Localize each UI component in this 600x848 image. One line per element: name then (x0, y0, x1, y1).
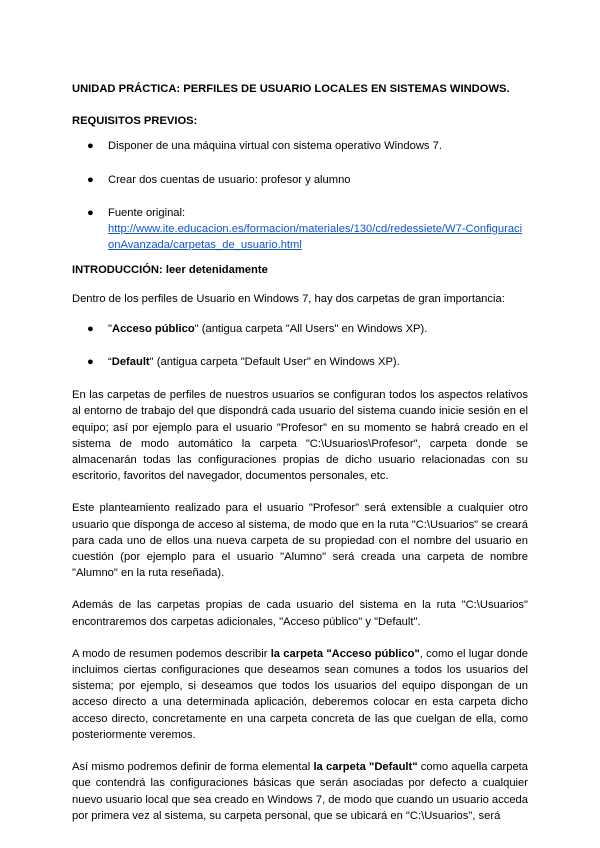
intro-heading: INTRODUCCIÓN: leer detenidamente (72, 264, 268, 277)
folder-item-default: ● “Default" (antigua carpeta "Default User" en Windows XP). (72, 354, 528, 370)
folder-list (72, 321, 528, 370)
paragraph-default: Así mismo podremos definir de forma elemental la carpeta "Default" como aquella carpeta que contendrá las configuraciones básicas que serán asociadas por defecto a cualquier nuevo usuario local que sea creado en Windows 7, de modo que cuando un usuario acceda por primera vez al sistema, su carpeta personal, que se ubicará en "C:\Usuarios", será (72, 761, 528, 822)
document-body (72, 81, 528, 840)
bullet-icon: ● (87, 173, 94, 186)
folder-name: Acceso público (111, 322, 195, 335)
paragraph-perfiles: En las carpetas de perfiles de nuestros usuarios se configuran todos los aspectos relativos al entorno de trabajo del que dispondrá cada usuario del sistema cuando inicie sesión en el equipo; así por ejemplo para el usuario "Profesor" en su momento se habrá creado en el sistema de modo automático la carpeta "C:\Usuarios\Profesor", carpeta donde se almacenarán todas las configuraciones propias de dicho usuario relacionadas con su escritorio, favoritos del navegador, documentos personales, etc. (72, 389, 528, 483)
requisito-item: ● Crear dos cuentas de usuario: profesor y alumno (72, 172, 528, 188)
folder-item-acceso-publico: ● "Acceso público" (antigua carpeta "All Users" en Windows XP). (72, 321, 528, 337)
requisitos-list (72, 138, 528, 253)
bullet-icon: ● (87, 206, 94, 219)
source-link[interactable]: http://www.ite.educacion.es/formacion/materiales/130/cd/redessiete/W7-ConfiguracionAvanzada/carpetas_de_usuario.html (108, 223, 523, 252)
paragraph-acceso-publico: A modo de resumen podemos describir la carpeta "Acceso público", como el lugar donde incluimos ciertas configuraciones que deseamos sean comunes a todos los usuarios del sistema; por ejemplo, si deseamos que todos los usuarios del equipo dispongan de un acceso directo a una determinada aplicación, deberemos colocar en esta carpeta dicho acceso directo, concretamente en una carpeta concreta de las que cuelgan de ella, como posteriormente veremos. (72, 647, 529, 741)
paragraph-carpetas-adicionales: Además de las carpetas propias de cada usuario del sistema en la ruta "C:\Usuarios" encontraremos dos carpetas adicionales, "Acceso público" y "Default". (72, 599, 528, 628)
source-label: Fuente original: (108, 206, 186, 219)
intro-lead: Dentro de los perfiles de Usuario en Windows 7, hay dos carpetas de gran importancia: (72, 292, 505, 305)
document-title: UNIDAD PRÁCTICA: PERFILES DE USUARIO LOCALES EN SISTEMAS WINDOWS. (72, 83, 510, 95)
paragraph-planteamiento: Este planteamiento realizado para el usuario "Profesor" será extensible a cualquier otro usuario que disponga de acceso al sistema, de modo que en la ruta "C:\Usuarios" se creará para cada uno de ellos una nueva carpeta de su propiedad con el nombre del usuario en cuestión (por ejemplo para el usuario "Alumno" será creada una carpeta de nombre "Alumno" en la ruta reseñada). (72, 502, 528, 580)
folder-name: Default (111, 356, 150, 369)
bullet-icon: ● (87, 356, 94, 369)
bullet-icon: ● (87, 322, 94, 335)
requisito-item: ● Disponer de una máquina virtual con sistema operativo Windows 7. (72, 138, 528, 154)
requisitos-heading: REQUISITOS PREVIOS: (72, 115, 198, 128)
bullet-icon: ● (87, 140, 94, 153)
source-item (72, 205, 528, 254)
